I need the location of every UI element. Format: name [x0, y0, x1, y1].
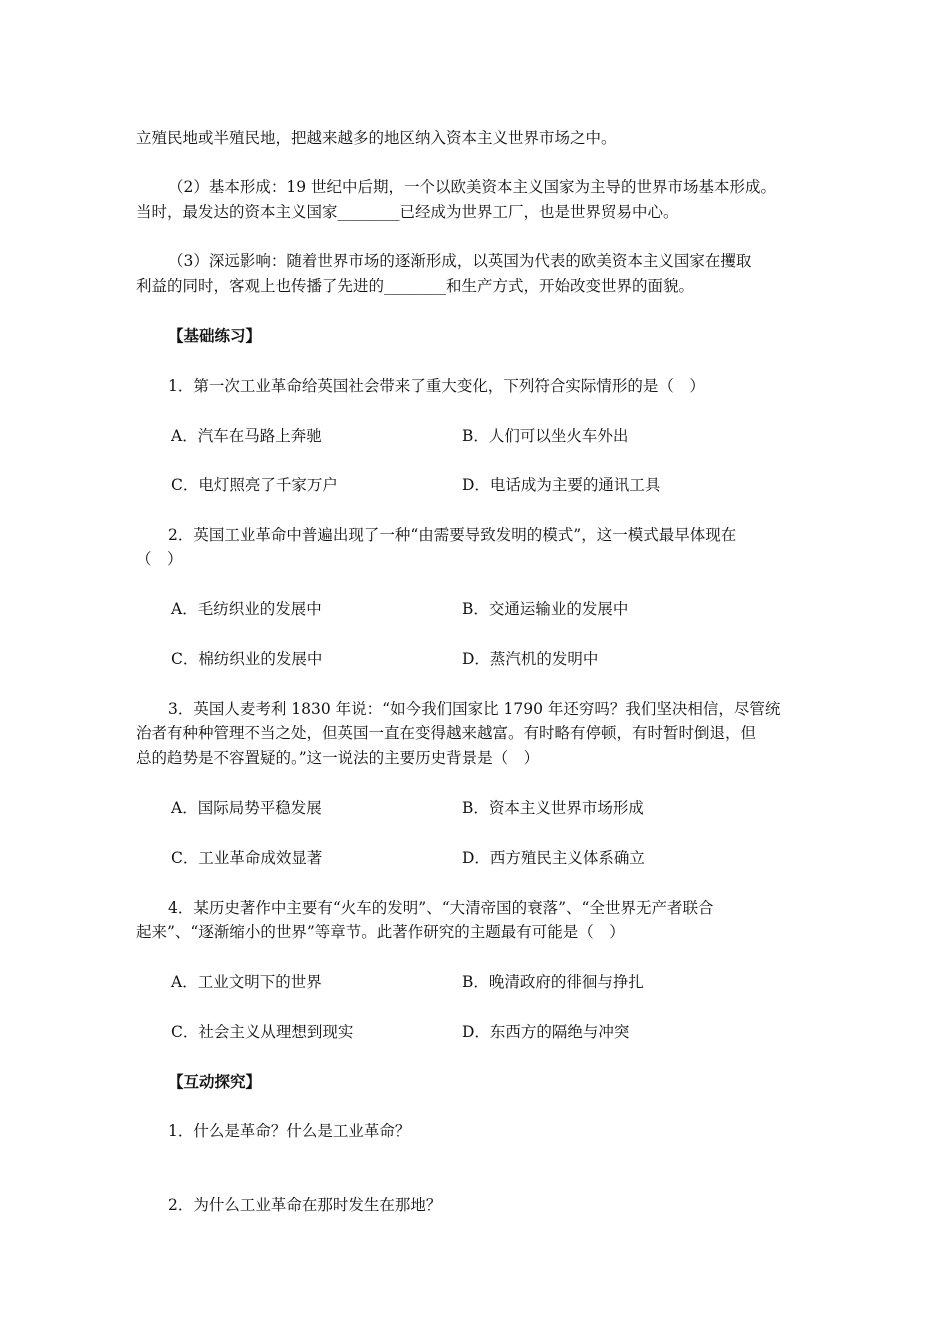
- basic-practice-heading: 【基础练习】: [168, 326, 262, 345]
- question-3-stem-line-1: 3．英国人麦考利 1830 年说：“如今我们国家比 1790 年还穷吗？我们坚决相信，尽管统: [168, 700, 781, 718]
- question-4-option-a: A．工业文明下的世界: [171, 973, 322, 991]
- question-1-stem: 1．第一次工业革命给英国社会带来了重大变化，下列符合实际情形的是（ ）: [168, 377, 705, 395]
- question-3-option-c: C．工业革命成效显著: [171, 849, 323, 867]
- intro-paragraph-1: 立殖民地或半殖民地，把越来越多的地区纳入资本主义世界市场之中。: [136, 129, 617, 147]
- question-3-stem-line-3: 总的趋势是不容置疑的。”这一说法的主要历史背景是（ ）: [136, 749, 540, 767]
- question-2-option-c: C．棉纺织业的发展中: [171, 650, 323, 668]
- question-4-option-d: D．东西方的隔绝与冲突: [462, 1023, 630, 1041]
- question-4-stem-line-2: 起来”、“逐渐缩小的世界”等章节。此著作研究的主题最有可能是（ ）: [136, 923, 625, 941]
- question-3-option-b: B．资本主义世界市场形成: [462, 799, 644, 817]
- question-1-option-b: B．人们可以坐火车外出: [462, 427, 629, 445]
- inquiry-question-1: 1．什么是革命？什么是工业革命？: [168, 1122, 411, 1140]
- question-2-stem-line-1: 2．英国工业革命中普遍出现了一种“由需要导致发明的模式”，这一模式最早体现在: [168, 526, 737, 544]
- question-2-option-a: A．毛纺织业的发展中: [171, 600, 322, 618]
- question-3-option-d: D．西方殖民主义体系确立: [462, 849, 645, 867]
- question-1-option-c: C．电灯照亮了千家万户: [171, 476, 338, 494]
- inquiry-question-2: 2．为什么工业革命在那时发生在那地？: [168, 1196, 442, 1214]
- question-1-option-d: D．电话成为主要的通讯工具: [462, 476, 661, 494]
- question-4-option-c: C．社会主义从理想到现实: [171, 1023, 354, 1041]
- interactive-inquiry-heading: 【互动探究】: [168, 1072, 262, 1091]
- question-2-option-d: D．蒸汽机的发明中: [462, 650, 599, 668]
- question-3-option-a: A．国际局势平稳发展: [171, 799, 322, 817]
- question-4-option-b: B．晚清政府的徘徊与挣扎: [462, 973, 644, 991]
- intro-paragraph-3-line-2: 利益的同时，客观上也传播了先进的________和生产方式，开始改变世界的面貌。: [136, 277, 695, 295]
- question-2-option-b: B．交通运输业的发展中: [462, 600, 629, 618]
- question-2-stem-line-2: （ ）: [136, 550, 183, 568]
- question-4-stem-line-1: 4．某历史著作中主要有“火车的发明”、“大清帝国的衰落”、“全世界无产者联合: [168, 899, 714, 917]
- question-1-option-a: A．汽车在马路上奔驰: [171, 427, 322, 445]
- intro-paragraph-2-line-1: （2）基本形成：19 世纪中后期，一个以欧美资本主义国家为主导的世界市场基本形成。: [168, 178, 777, 196]
- intro-paragraph-2-line-2: 当时，最发达的资本主义国家________已经成为世界工厂，也是世界贸易中心。: [136, 203, 679, 221]
- intro-paragraph-3-line-1: （3）深远影响：随着世界市场的逐渐形成，以英国为代表的欧美资本主义国家在攫取: [168, 252, 752, 270]
- question-3-stem-line-2: 治者有种种管理不当之处，但英国一直在变得越来越富。有时略有停顿，有时暂时倒退，但: [136, 724, 757, 742]
